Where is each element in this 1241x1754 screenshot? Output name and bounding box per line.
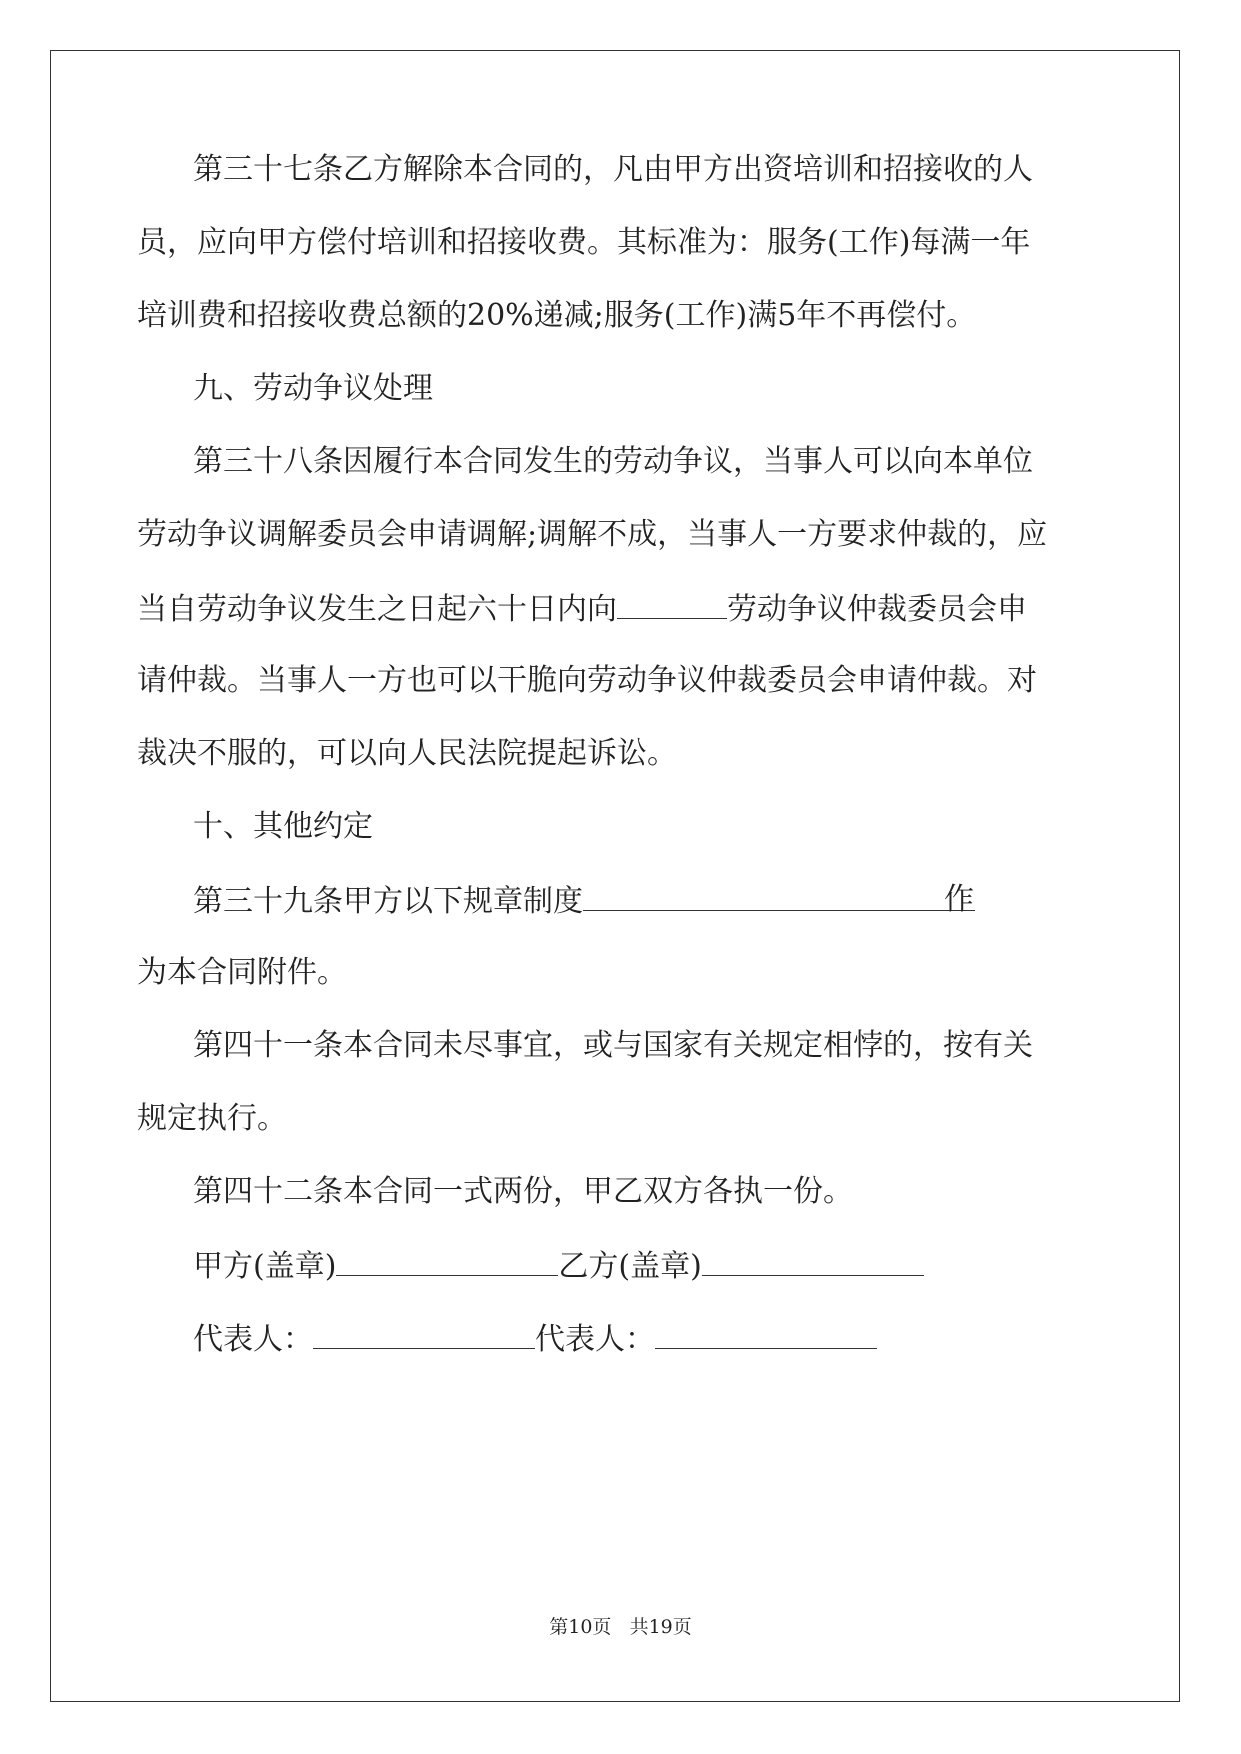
text-line [137,588,1027,630]
fill-in-blank [702,1245,924,1276]
text-line: 第四十二条本合同一式两份，甲乙双方各执一份。 [193,1174,853,1209]
text-line: 为本合同附件。 [137,955,347,990]
fill-in-blank [336,1245,558,1276]
text-line: 请仲裁。当事人一方也可以干脆向劳动争议仲裁委员会申请仲裁。对 [137,663,1037,698]
text-line: 劳动争议调解委员会申请调解;调解不成，当事人一方要求仲裁的，应 [137,517,1048,552]
page-number: 第10页 [549,1616,612,1638]
text-segment: 当自劳动争议发生之日起六十日内向 [137,592,617,627]
section-heading: 十、其他约定 [193,809,373,844]
text-line: 员，应向甲方偿付培训和招接收费。其标准为：服务(工作)每满一年 [137,225,1031,260]
fill-in-blank [583,880,975,911]
party-b-label: 乙方(盖章) [558,1249,702,1284]
text-line: 培训费和招接收费总额的20%递减;服务(工作)满5年不再偿付。 [137,298,977,333]
section-heading: 九、劳动争议处理 [193,371,433,406]
text-line: 第四十一条本合同未尽事宜，或与国家有关规定相悖的，按有关 [193,1028,1033,1063]
fill-in-blank [617,588,727,619]
text-segment: 作 [944,882,974,917]
party-a-label: 甲方(盖章) [193,1249,337,1284]
text-line: 第三十七条乙方解除本合同的，凡由甲方出资培训和招接收的人 [193,152,1033,187]
text-line [193,880,975,922]
text-line: 裁决不服的，可以向人民法院提起诉讼。 [137,736,677,771]
text-line: 规定执行。 [137,1101,287,1136]
text-segment: 劳动争议仲裁委员会申 [727,592,1027,627]
page-total: 共19页 [629,1616,692,1638]
fill-in-blank [655,1318,877,1349]
fill-in-blank [313,1318,535,1349]
text-segment: 第三十九条甲方以下规章制度 [193,884,583,919]
representative-line [193,1318,877,1360]
rep-a-label: 代表人： [193,1322,313,1357]
signature-line [193,1245,924,1287]
page-footer [0,1612,1241,1639]
text-line: 第三十八条因履行本合同发生的劳动争议，当事人可以向本单位 [193,444,1033,479]
rep-b-label: 代表人： [535,1322,655,1357]
